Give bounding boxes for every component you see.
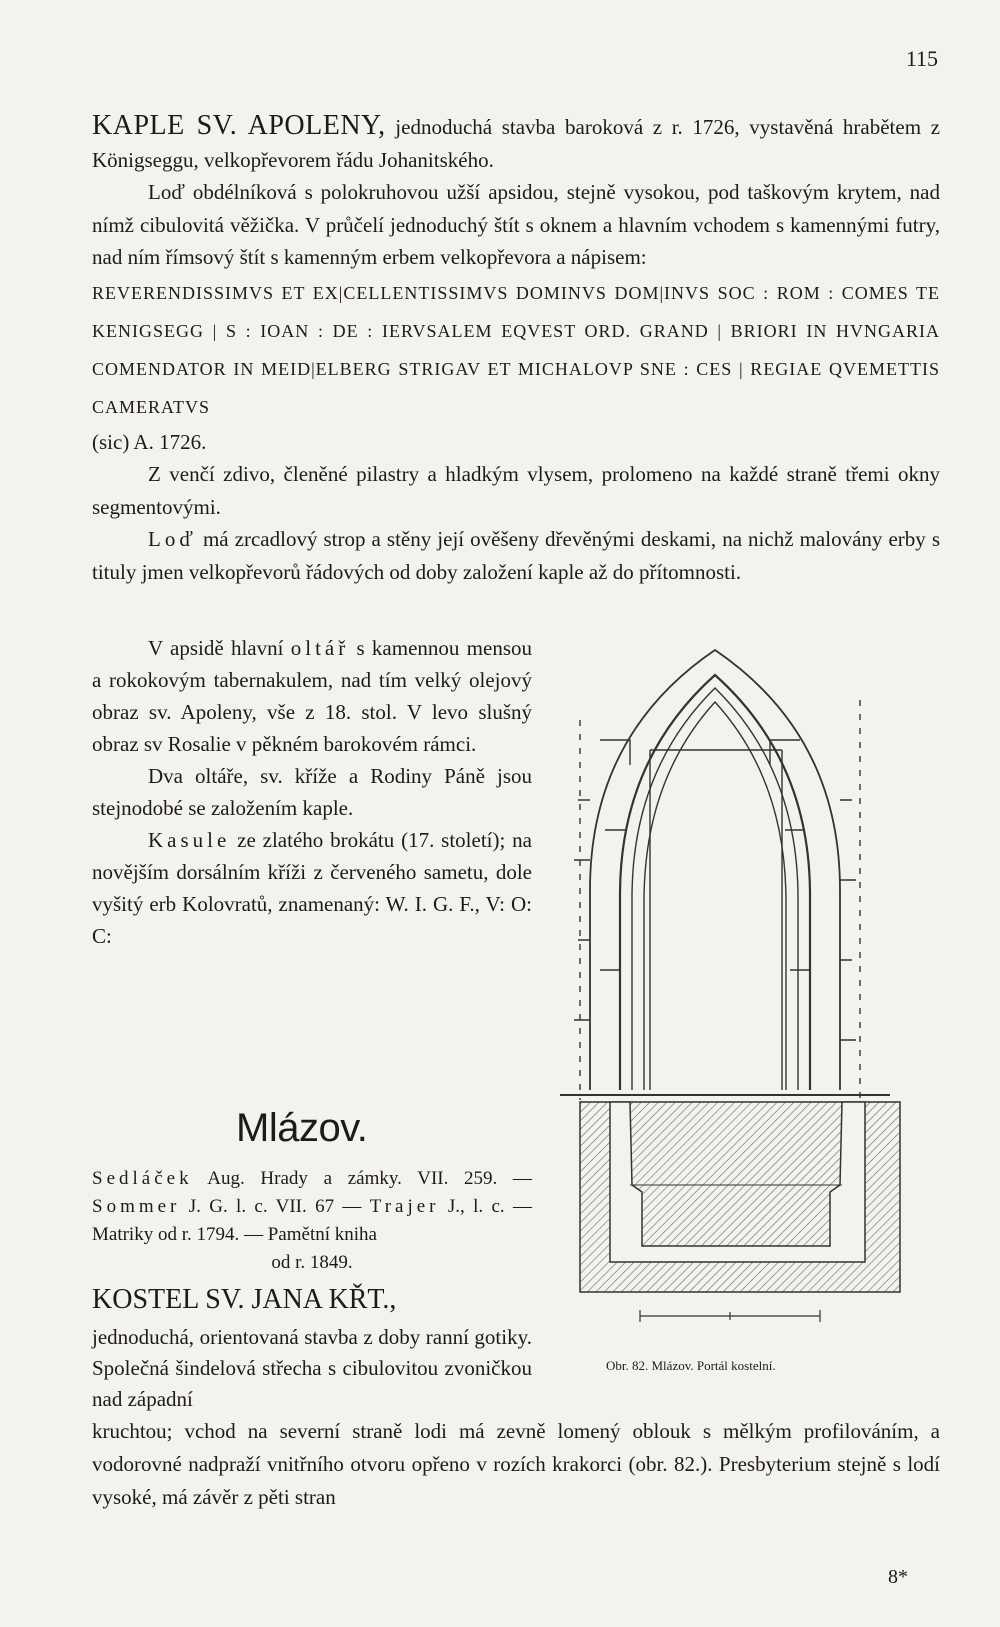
apse-paragraph: [92, 632, 532, 760]
inscription-text: REVERENDISSIMVS ET EX|CELLENTISSIMVS DOMINVS DOM|INVS SOC : ROM : COMES TE KENIGSEGG | S : IOAN : DE : IERVSALEM EQVEST ORD. GRAND | BRIORI IN HVNGARIA COMENDATOR IN MEID|ELBERG STRIGAV ET MICHALOVP SNE : CES | REGIAE QVEMETTIS CAMERATVS: [92, 282, 940, 417]
portal-drawing: [560, 640, 950, 1340]
kostel-column-text: jednoduchá, orientovaná stavba z doby ranní gotiky. Společná šindelová střecha s cibulovitou zvoničkou nad západní: [92, 1325, 532, 1411]
portal-elevation: [560, 650, 890, 1100]
kaple-intro-text: jednoduchá stavba baroková z r. 1726, vystavěná hrabětem z Königseggu, velkopřevorem řádu Johanitského.: [92, 115, 940, 172]
kaple-nave-paragraph: [92, 523, 940, 588]
chasuble-text: ze zlatého brokátu (17. století); na novějším dorsálním kříži z červeného sametu, dole vyšitý erb Kolovratů, znamenaný: W. I. G. F., V: O: C:: [92, 828, 532, 948]
ref-author-trajer: Trajer: [369, 1196, 440, 1217]
kaple-section: [92, 110, 940, 588]
portal-section: [580, 1102, 900, 1292]
kaple-intro-paragraph: [92, 110, 940, 176]
apse-text: s kamennou mensou a rokokovým tabernakulem, nad tím velký olejový obraz sv. Apoleny, vše z 18. stol. V levo slušný obraz sv Rosalie v pěkném barokovém rámci.: [92, 636, 532, 756]
reference-line: [92, 1165, 532, 1249]
scale-bar: [640, 1310, 820, 1322]
ref2-mid: J. G. l. c. VII. 67 —: [180, 1196, 370, 1217]
mlazov-references: [92, 1165, 532, 1277]
kaple-title: KAPLE SV. APOLENY,: [92, 110, 386, 141]
chasuble-lead-word: Kasule: [148, 828, 231, 852]
figure-caption: Obr. 82. Mlázov. Portál kostelní.: [606, 1358, 776, 1373]
mlazov-heading: Mlázov.: [236, 1106, 368, 1150]
chasuble-paragraph: [92, 824, 532, 952]
ref-author-sedlacek: Sedláček: [92, 1168, 193, 1189]
ref2-text: J., l. c. — Matriky od r. 1794. — Pamětní kniha: [92, 1196, 533, 1245]
kaple-column: [92, 632, 532, 952]
page-number: 115: [905, 46, 938, 71]
nave-lead-word: Loď: [148, 527, 197, 551]
kostel-full-text: kruchtou; vchod na severní straně lodi má zevně lomený oblouk s mělkým profilováním, a vodorovné nadpraží vnitřního otvoru opřeno v rozích krakorci (obr. 82.). Presbyterium stejně s lodí vysoké, má závěr z pěti stran: [92, 1419, 940, 1509]
kaple-exterior-paragraph: Z venčí zdivo, členěné pilastry a hladkým vlysem, prolomeno na každé straně třemi okny segmentovými.: [92, 462, 940, 519]
signature-mark: 8*: [888, 1566, 908, 1588]
ref-author-sommer: Sommer: [92, 1196, 181, 1217]
apse-pre: V apsidě hlavní: [148, 636, 291, 660]
nave-text: má zrcadlový strop a stěny její ověšeny dřevěnými deskami, na nichž malovány erby s tituly jmen velkopřevorů řádových od doby založení kaple až do přítomnosti.: [92, 527, 940, 584]
altars-paragraph: Dva oltáře, sv. kříže a Rodiny Páně jsou stejnodobé se založením kaple.: [92, 764, 532, 820]
altar-word: oltář: [290, 636, 350, 660]
inscription-end: (sic) A. 1726.: [92, 429, 207, 454]
kaple-description-paragraph: Loď obdélníková s polokruhovou užší apsidou, stejně vysokou, pod taškovým krytem, nad nímž cibulovitá věžička. V průčelí jednoduchý štít s oknem a hlavním vchodem s kamennými futry, nad ním římsový štít s kamenným erbem velkopřevora a nápisem:: [92, 180, 940, 269]
ref1-text: Aug. Hrady a zámky. VII. 259. —: [192, 1168, 532, 1189]
kostel-title: KOSTEL SV. JANA KŘT.,: [92, 1284, 397, 1315]
reference-end: od r. 1849.: [271, 1252, 353, 1273]
